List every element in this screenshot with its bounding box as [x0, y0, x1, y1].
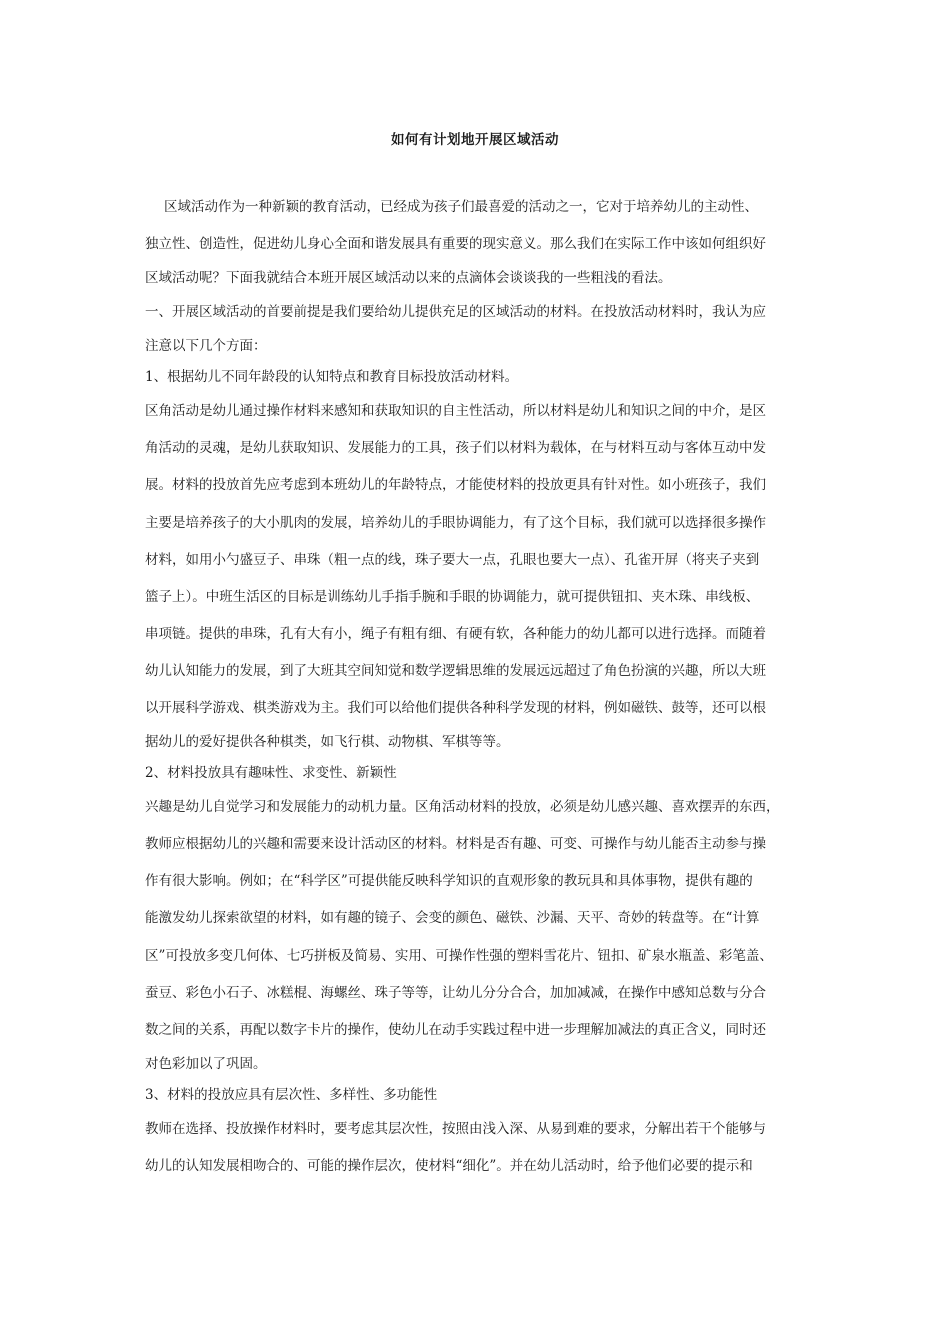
document-title: 如何有计划地开展区域活动 — [391, 132, 559, 148]
subsection-heading: 3、材料的投放应具有层次性、多样性、多功能性 — [145, 1086, 438, 1103]
section-heading: 一、开展区域活动的首要前提是我们要给幼儿提供充足的区域活动的材料。在投放活动材料时，我认为应 — [145, 304, 766, 321]
paragraph-line: 幼儿的认知发展相吻合的、可能的操作层次，使材料“细化”。并在幼儿活动时，给予他们必要的提示和 — [145, 1157, 753, 1174]
subsection-heading: 1、根据幼儿不同年龄段的认知特点和教育目标投放活动材料。 — [145, 369, 519, 386]
paragraph-line: 串项链。提供的串珠，孔有大有小，绳子有粗有细、有硬有软，各种能力的幼儿都可以进行选择。而随着 — [145, 625, 766, 642]
paragraph-line: 对色彩加以了巩固。 — [145, 1055, 267, 1072]
paragraph-line: 教师在选择、投放操作材料时，要考虑其层次性，按照由浅入深、从易到难的要求，分解出若干个能够与 — [145, 1120, 766, 1137]
paragraph-line: 蚕豆、彩色小石子、冰糕棍、海螺丝、珠子等等，让幼儿分分合合，加加减减，在操作中感知总数与分合 — [145, 984, 766, 1001]
paragraph-line: 数之间的关系，再配以数字卡片的操作，使幼儿在动手实践过程中进一步理解加减法的真正含义，同时还 — [145, 1021, 766, 1038]
paragraph-line: 区域活动作为一种新颖的教育活动，已经成为孩子们最喜爱的活动之一，它对于培养幼儿的主动性、 — [164, 199, 758, 215]
paragraph-line: 篮子上）。中班生活区的目标是训练幼儿手指手腕和手眼的协调能力，就可提供钮扣、夹木珠、串线板、 — [145, 588, 760, 605]
paragraph-line: 教师应根据幼儿的兴趣和需要来设计活动区的材料。材料是否有趣、可变、可操作与幼儿能否主动参与操 — [145, 836, 766, 853]
paragraph-line: 主要是培养孩子的大小肌肉的发展，培养幼儿的手眼协调能力，有了这个目标，我们就可以选择很多操作 — [145, 514, 766, 531]
paragraph-line: 注意以下几个方面： — [145, 338, 267, 355]
paragraph-line: 独立性、创造性，促进幼儿身心全面和谐发展具有重要的现实意义。那么我们在实际工作中该如何组织好 — [145, 236, 766, 253]
paragraph-line: 幼儿认知能力的发展，到了大班其空间知觉和数学逻辑思维的发展远远超过了角色扮演的兴趣，所以大班 — [145, 662, 766, 679]
paragraph-line: 材料，如用小勺盛豆子、串珠（粗一点的线，珠子要大一点，孔眼也要大一点）、孔雀开屏（将夹子夹到 — [145, 551, 760, 568]
paragraph-line: 能激发幼儿探索欲望的材料，如有趣的镜子、会变的颜色、磁铁、沙漏、天平、奇妙的转盘等。在“计算 — [145, 910, 760, 927]
paragraph-line: 据幼儿的爱好提供各种棋类，如飞行棋、动物棋、军棋等等。 — [145, 734, 510, 751]
paragraph-line: 以开展科学游戏、棋类游戏为主。我们可以给他们提供各种科学发现的材料，例如磁铁、鼓等，还可以根 — [145, 700, 766, 717]
paragraph-line: 角活动的灵魂，是幼儿获取知识、发展能力的工具，孩子们以材料为载体，在与材料互动与客体互动中发 — [145, 440, 766, 457]
paragraph-line: 兴趣是幼儿自觉学习和发展能力的动机力量。区角活动材料的投放，必须是幼儿感兴趣、喜欢摆弄的东西， — [145, 799, 780, 816]
paragraph-line: 区”可投放多变几何体、七巧拼板及简易、实用、可操作性强的塑料雪花片、钮扣、矿泉水瓶盖、彩笔盖、 — [145, 947, 773, 964]
subsection-heading: 2、材料投放具有趣味性、求变性、新颖性 — [145, 765, 397, 782]
paragraph-line: 区角活动是幼儿通过操作材料来感知和获取知识的自主性活动，所以材料是幼儿和知识之间的中介，是区 — [145, 403, 766, 420]
paragraph-line: 区域活动呢？下面我就结合本班开展区域活动以来的点滴体会谈谈我的一些粗浅的看法。 — [145, 270, 672, 287]
paragraph-line: 展。材料的投放首先应考虑到本班幼儿的年龄特点，才能使材料的投放更具有针对性。如小班孩子，我们 — [145, 477, 766, 494]
document-body — [145, 189, 813, 1185]
paragraph-line: 作有很大影响。例如；在“科学区”可提供能反映科学知识的直观形象的教玩具和具体事物，提供有趣的 — [145, 873, 753, 890]
